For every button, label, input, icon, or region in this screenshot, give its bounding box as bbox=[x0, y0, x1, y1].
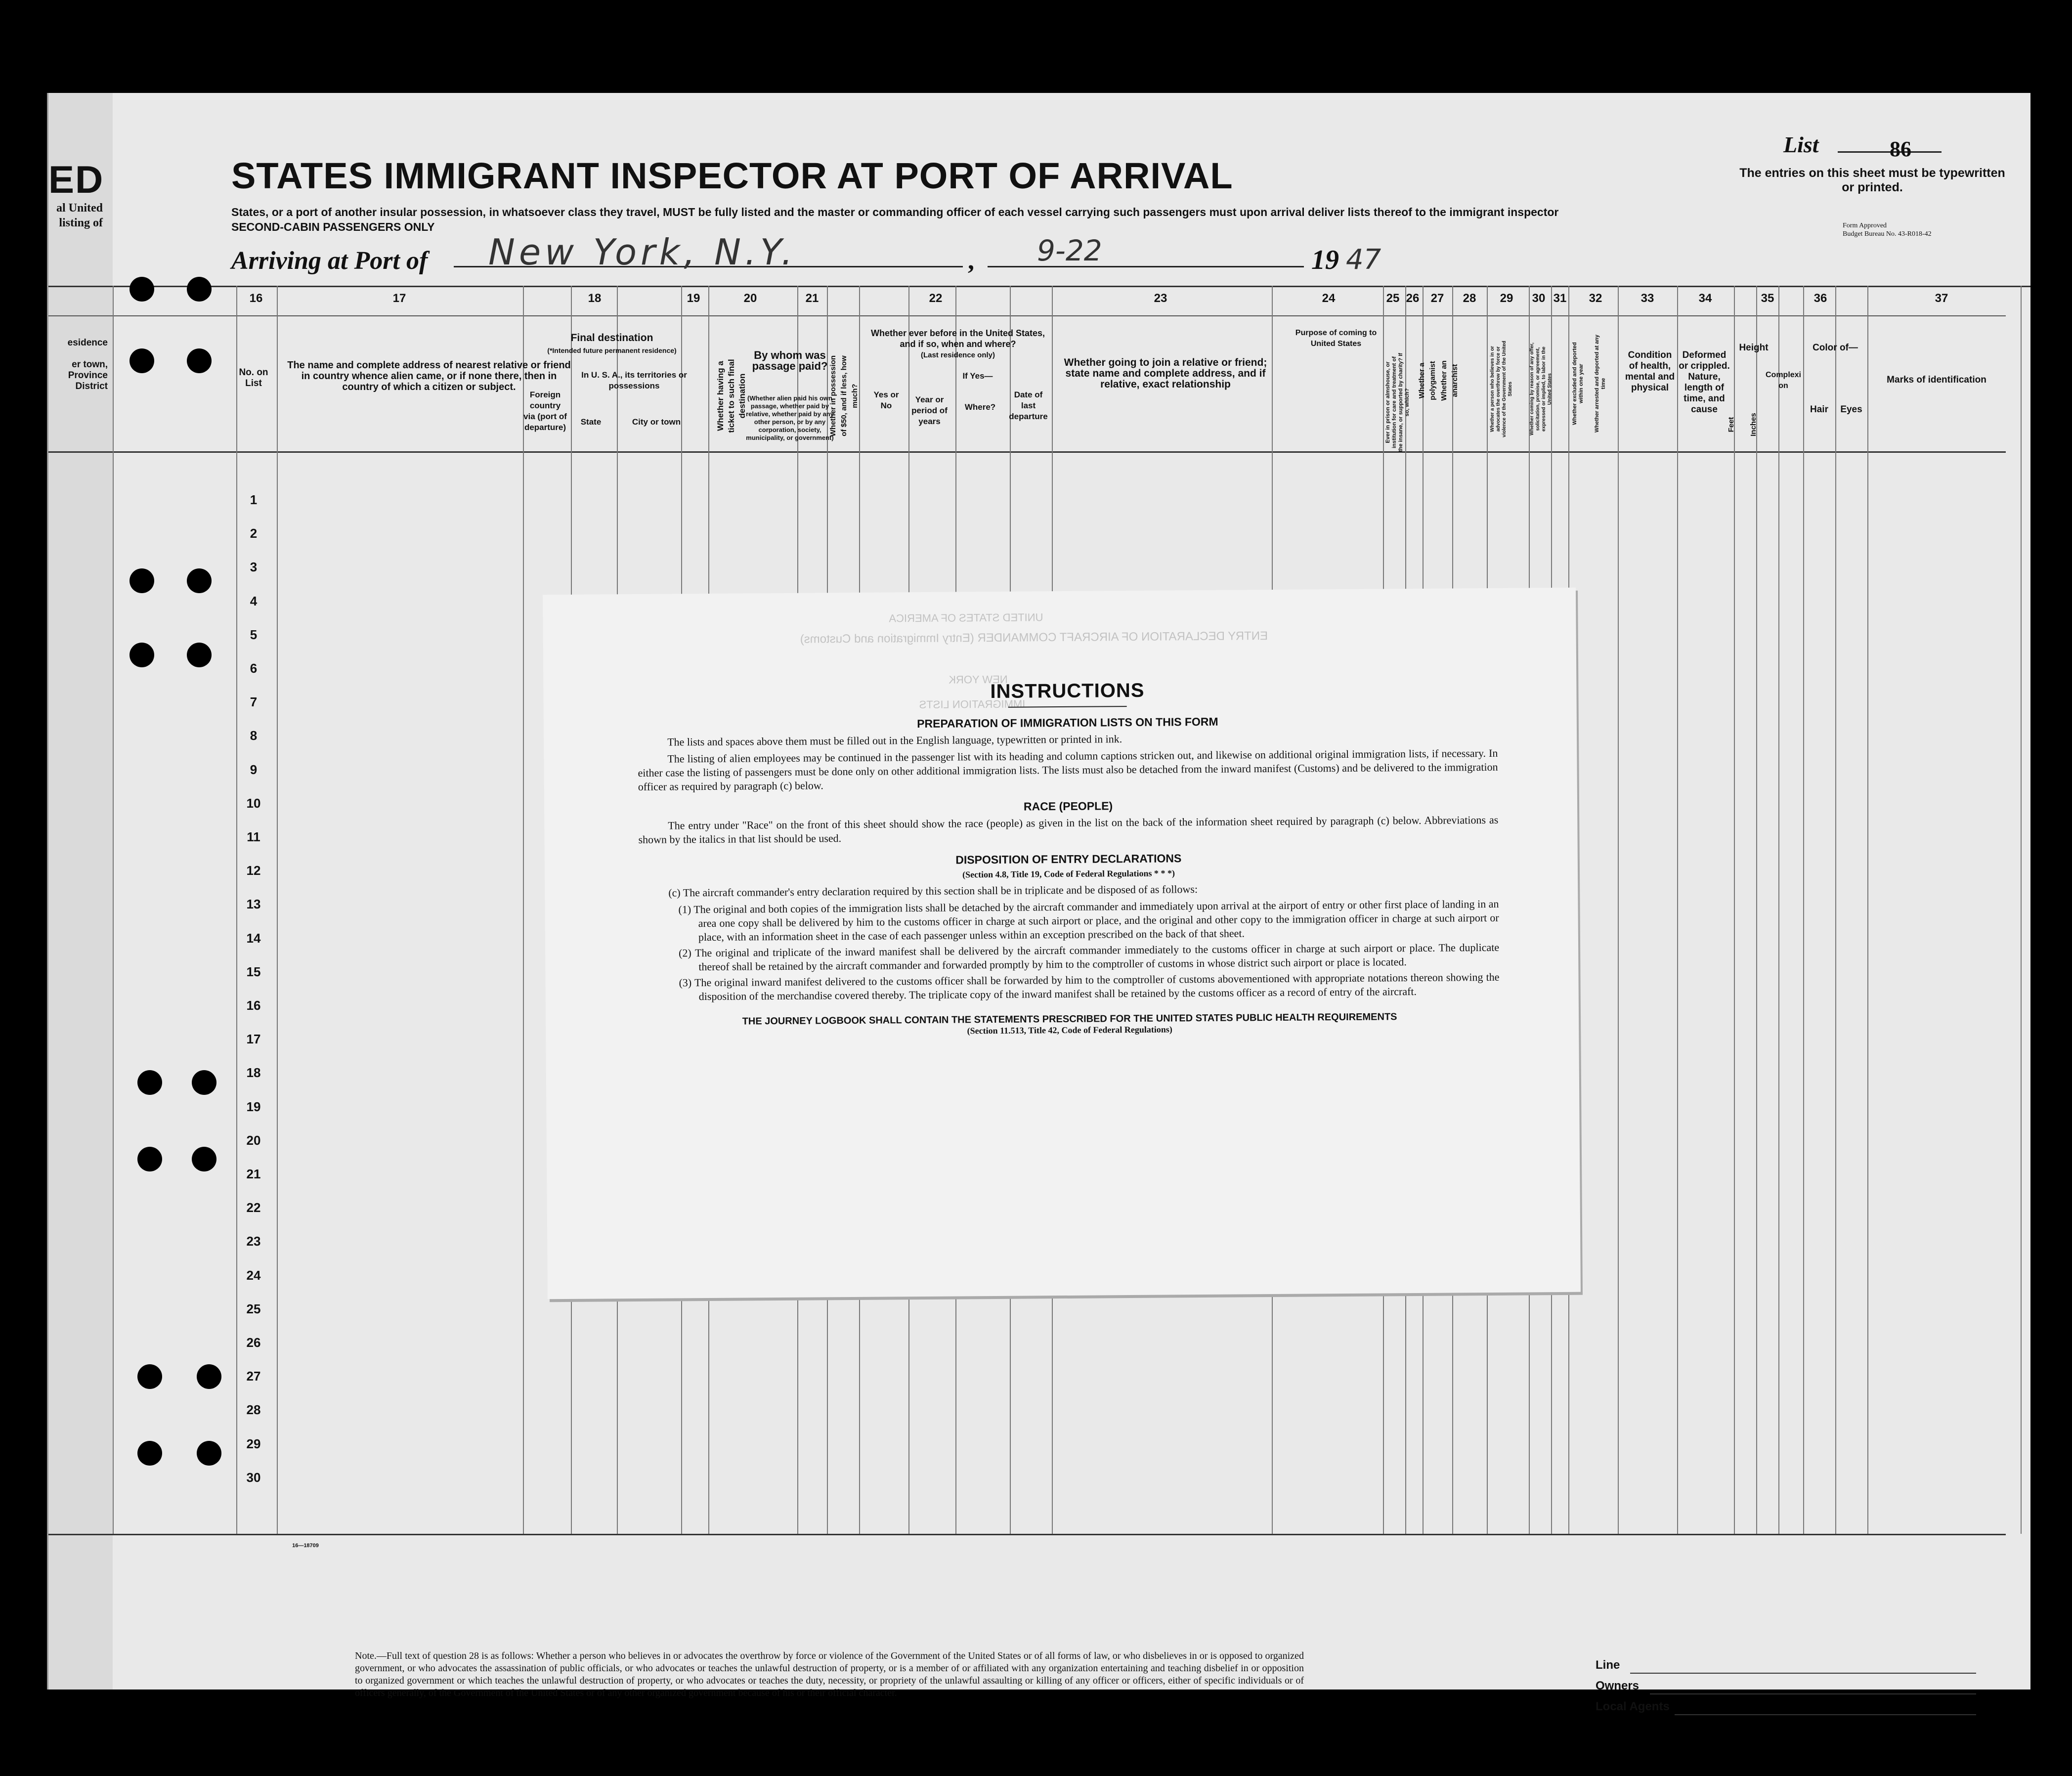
row-number: 30 bbox=[246, 1470, 261, 1485]
list-label: List bbox=[1783, 132, 1819, 157]
col36-eyes: Eyes bbox=[1840, 404, 1862, 415]
agents-rule bbox=[1675, 1714, 1976, 1715]
instructions-body bbox=[637, 677, 1500, 1042]
col22-sub: (Last residence only) bbox=[920, 351, 995, 359]
col25-header: Ever in prison or almshouse, or institution for care and treatment of the insane, or supported by charity? If so, which? bbox=[1385, 353, 1410, 452]
punch-hole bbox=[130, 568, 154, 593]
date-line bbox=[988, 266, 1304, 267]
grid-column-line bbox=[2021, 286, 2022, 1534]
column-number: 21 bbox=[805, 292, 819, 305]
column-number: 25 bbox=[1386, 292, 1400, 305]
line-rule bbox=[1630, 1673, 1976, 1674]
column-number: 23 bbox=[1154, 292, 1167, 305]
paragraph: (c) The aircraft commander's entry declaration required by this section shall be in triplicate and be disposed of as follows: bbox=[668, 883, 1198, 899]
section-heading: RACE (PEOPLE) bbox=[1023, 799, 1113, 813]
header-class-note: SECOND-CABIN PASSENGERS ONLY bbox=[231, 220, 435, 233]
col29-header: Whether coming by reason of any offer, solicitation, promise, or agreement, expressed or implied, to labor in the United States bbox=[1529, 343, 1553, 435]
column-number: 32 bbox=[1589, 292, 1602, 305]
list-item: (1) The original and both copies of the immigration lists shall be detached by the aircraft commander and immediately upon arrival at the airport of entry or other first place of landing in an area one copy shall be delivered by him to the customs officer in charge at such airport or place, and the original and other copy to the immigration officer in charge at such airport or place, with an information sheet in the case of each passenger unless within an exception prescribed on the back of that sheet. bbox=[678, 897, 1499, 944]
col18-state: State bbox=[580, 417, 602, 427]
col31-header: Whether arrested and deported at any time bbox=[1594, 334, 1606, 433]
section-heading: PREPARATION OF IMMIGRATION LISTS ON THIS FORM bbox=[917, 715, 1218, 731]
row-number: 1 bbox=[250, 492, 258, 507]
col16-header: No. on List bbox=[239, 367, 268, 389]
col22-period: Year or period of years bbox=[911, 395, 948, 426]
grid-column-line bbox=[1778, 286, 1779, 1534]
paragraph: The listing of alien employees may be continued in the passenger list with its heading and column captions stricken out, and likewise on additional original immigration lists, if necessary. In either case the listing of passengers must be done only on other additional immigration lists. The lists must also be detached from the inward manifest (Customs) and be delivered to the immigration officer as required by paragraph (c) below. bbox=[638, 746, 1498, 793]
punch-hole bbox=[130, 643, 154, 667]
form-approved: Form Approved Budget Bureau No. 43-R018-42 bbox=[1843, 222, 1932, 238]
col33-header: Deformed or crippled. Nature, length of time, and cause bbox=[1679, 350, 1730, 415]
agents-label: Local Agents bbox=[1596, 1700, 1670, 1713]
col18-foreign: Foreign country via (port of departure) bbox=[523, 390, 567, 432]
grid-column-line bbox=[236, 286, 237, 1534]
row-number: 15 bbox=[246, 964, 261, 979]
punch-hole bbox=[137, 1147, 162, 1171]
section-heading: DISPOSITION OF ENTRY DECLARATIONS bbox=[955, 852, 1182, 866]
column-number: 36 bbox=[1813, 292, 1827, 305]
row-number: 28 bbox=[246, 1402, 261, 1418]
paragraph: The lists and spaces above them must be filled out in the English language, typewritten or printed in ink. bbox=[667, 733, 1122, 748]
header-subtitle: States, or a port of another insular possession, in whatsoever class they travel, MUST be fully listed and the master or commanding officer of each vessel carrying such passengers must upon arrival deliver lists thereof to the immigrant inspector bbox=[231, 206, 1559, 218]
punch-hole bbox=[187, 568, 212, 593]
column-number: 34 bbox=[1698, 292, 1712, 305]
col24-header: Purpose of coming to United States bbox=[1295, 329, 1377, 348]
col28-header: Whether a person who believes in or advocates the overthrow by force or violence of the Government of the United States bbox=[1490, 341, 1513, 437]
instructions-insert bbox=[543, 588, 1581, 1300]
logbook-requirement: THE JOURNEY LOGBOOK SHALL CONTAIN THE STATEMENTS PRESCRIBED FOR THE UNITED STATES PUBLIC HEALTH REQUIREMENTS bbox=[742, 1011, 1397, 1027]
punch-hole bbox=[130, 277, 154, 302]
column-number: 29 bbox=[1500, 292, 1513, 305]
grid-colnum-line bbox=[48, 315, 2006, 316]
grid-column-line bbox=[1677, 286, 1678, 1534]
row-number: 22 bbox=[246, 1200, 261, 1215]
punch-hole bbox=[137, 1364, 162, 1389]
col34-header: Height bbox=[1739, 343, 1769, 353]
punch-hole bbox=[137, 1441, 162, 1466]
column-number: 31 bbox=[1553, 292, 1567, 305]
page-title: STATES IMMIGRANT INSPECTOR AT PORT OF ARRIVAL bbox=[231, 155, 1233, 196]
column-number: 28 bbox=[1463, 292, 1476, 305]
row-number: 5 bbox=[250, 627, 258, 642]
row-number: 21 bbox=[246, 1167, 261, 1181]
column-number: 37 bbox=[1935, 292, 1948, 305]
row-number: 17 bbox=[246, 1032, 261, 1047]
row-number: 13 bbox=[246, 897, 261, 912]
column-number: 35 bbox=[1761, 292, 1774, 305]
row-number: 6 bbox=[250, 661, 258, 676]
column-number: 16 bbox=[249, 292, 263, 305]
col18-header: Final destination bbox=[570, 332, 653, 344]
col17-header: The name and complete address of nearest relative or friend in country whence alien came, or if none there, then in country of which a citizen or subject. bbox=[287, 360, 571, 392]
col20-sub: (Whether alien paid his own passage, whether paid by relative, whether paid by any other person, or by any corporation, society, municipality, or government) bbox=[746, 394, 834, 441]
form-code: 16—18709 bbox=[292, 1543, 319, 1549]
header-left-notes: al United listing of bbox=[56, 202, 103, 229]
bleedthrough-text: NEW YORK bbox=[949, 673, 1008, 686]
col19-header: Whether having a ticket to such final destination bbox=[716, 359, 747, 433]
column-number: 30 bbox=[1532, 292, 1546, 305]
list-item: (3) The original inward manifest delivered to the customs officer shall be forwarded by him to the comptroller of customs abovementioned with appropriate notations thereon showing the disposition of the merchandise covered thereby. The triplicate copy of the inward manifest shall be retained by the customs officer as a record of entry of the aircraft. bbox=[679, 970, 1500, 1003]
torn-left-strip bbox=[48, 93, 113, 1689]
grid-column-line bbox=[1835, 286, 1836, 1534]
paragraph: The entry under "Race" on the front of this sheet should show the race (people) as given in the list on the back of the information sheet required by paragraph (c) below. Abbreviations as shown by the italics in that list should be used. bbox=[638, 813, 1499, 846]
column-number: 22 bbox=[929, 292, 943, 305]
row-number: 4 bbox=[250, 593, 258, 608]
col36-hair: Hair bbox=[1810, 404, 1828, 415]
date-handwritten: 9-22 bbox=[1037, 234, 1102, 267]
grid-header-bottom-line bbox=[48, 451, 2006, 453]
logbook-citation: (Section 11.513, Title 42, Code of Federal Regulations) bbox=[967, 1024, 1172, 1036]
col21-header: Whether in possession of $50, and if less, how much? bbox=[829, 355, 859, 437]
row-number: 2 bbox=[250, 526, 258, 541]
list-note: The entries on this sheet must be typewritten or printed. bbox=[1739, 166, 2005, 194]
arriving-label: Arriving at Port of bbox=[231, 247, 428, 275]
col18-usa: In U. S. A., its territories or possessions bbox=[581, 370, 687, 390]
punch-hole bbox=[187, 277, 212, 302]
col22-header: Whether ever before in the United States, and if so, when and where? bbox=[870, 328, 1045, 349]
row-number: 29 bbox=[246, 1436, 261, 1451]
col18-sub: (*Intended future permanent residence) bbox=[547, 347, 677, 354]
grid-bottom-line bbox=[48, 1534, 2006, 1535]
col37-header: Marks of identification bbox=[1887, 375, 1986, 385]
row-number: 7 bbox=[250, 694, 258, 710]
row-number: 26 bbox=[246, 1335, 261, 1350]
row-number: 10 bbox=[246, 795, 261, 811]
col32-header: Condition of health, mental and physical bbox=[1625, 350, 1675, 393]
row-number: 23 bbox=[246, 1234, 261, 1249]
col27-header: Whether an anarchist bbox=[1440, 360, 1459, 401]
col30-header: Whether excluded and deported within one year bbox=[1572, 342, 1584, 425]
grid-column-line bbox=[1618, 286, 1619, 1534]
column-number: 17 bbox=[392, 292, 406, 305]
section-citation: (Section 4.8, Title 19, Code of Federal Regulations * * *) bbox=[962, 868, 1175, 880]
col35-header: Complexion bbox=[1765, 371, 1801, 390]
row-number: 16 bbox=[246, 998, 261, 1013]
grid-top-line bbox=[48, 286, 2030, 287]
col22-date: Date of last departure bbox=[1009, 390, 1048, 421]
grid-column-line bbox=[1867, 286, 1868, 1534]
grid-column-line bbox=[113, 286, 114, 1534]
grid-column-line bbox=[523, 286, 524, 1534]
port-handwritten: New York, N.Y. bbox=[488, 231, 797, 273]
col23-header: Whether going to join a relative or friend; state name and complete address, and if relative, exact relationship bbox=[1064, 357, 1267, 390]
manifest-page bbox=[47, 93, 2030, 1713]
punch-hole bbox=[130, 348, 154, 373]
col36-header: Color of— bbox=[1813, 343, 1858, 353]
row-number: 20 bbox=[246, 1132, 261, 1148]
column-number: 19 bbox=[687, 292, 700, 305]
line-label: Line bbox=[1596, 1658, 1620, 1672]
footer-note: Note.—Full text of question 28 is as follows: Whether a person who believes in or advocates the overthrow by force or violence of the Government of the United States or of all forms of law, or who disbelieves in or is opposed to organized government, or who advocates the assassination of public officials, or who advocates or teaches the unlawful destruction of property, or is a member of or affiliated with any organization entertaining and teaching disbelief in or opposition to organized government or which teaches the unlawful destruction of property, or who advocates or teaches the duty, necessity, or propriety of the unlawful assaulting or killing of any officer or officers, either of specific individuals or of officers generally, of the Government of the United States or of any other organized government because of his or their official character. bbox=[355, 1650, 1304, 1698]
col18-city: City or town bbox=[632, 417, 681, 427]
punch-hole bbox=[192, 1070, 216, 1095]
row-number: 12 bbox=[246, 863, 261, 878]
row-number: 8 bbox=[250, 728, 258, 743]
title-rule bbox=[1008, 706, 1127, 708]
column-number: 20 bbox=[743, 292, 757, 305]
list-number: 86 bbox=[1890, 137, 1911, 161]
instructions-title: INSTRUCTIONS bbox=[990, 679, 1145, 702]
punch-hole bbox=[187, 643, 212, 667]
punch-hole bbox=[197, 1364, 221, 1389]
col26-header: Whether a polygamist bbox=[1418, 361, 1437, 400]
column-number: 33 bbox=[1640, 292, 1654, 305]
col22-where: Where? bbox=[964, 402, 996, 412]
punch-hole bbox=[187, 348, 212, 373]
row-number: 3 bbox=[250, 560, 258, 575]
row-number: 11 bbox=[247, 829, 260, 844]
grid-column-line bbox=[277, 286, 278, 1534]
owners-rule bbox=[1650, 1693, 1976, 1694]
col34-inches: Inches bbox=[1749, 413, 1758, 436]
grid-column-line bbox=[1756, 286, 1757, 1534]
grid-column-line bbox=[1734, 286, 1735, 1534]
row-number: 27 bbox=[246, 1369, 261, 1384]
col-residence-fragment: esidence er town, Province District bbox=[67, 338, 108, 391]
footer-labels bbox=[1596, 1655, 1670, 1717]
punch-hole bbox=[197, 1441, 221, 1466]
column-number: 27 bbox=[1430, 292, 1444, 305]
bleedthrough-text: UNITED STATES OF AMERICA bbox=[889, 611, 1043, 625]
column-number: 18 bbox=[588, 292, 602, 305]
year-field: 19 47 bbox=[1311, 244, 1381, 276]
row-number: 9 bbox=[250, 762, 258, 777]
column-number: 26 bbox=[1406, 292, 1420, 305]
row-number: 18 bbox=[246, 1065, 261, 1081]
col22-ifyes: If Yes— bbox=[962, 371, 993, 381]
row-number: 25 bbox=[246, 1301, 261, 1316]
column-number: 24 bbox=[1322, 292, 1336, 305]
grid-column-line bbox=[1803, 286, 1804, 1534]
punch-hole bbox=[192, 1147, 216, 1171]
header-left-fragment: ED bbox=[48, 158, 104, 201]
row-number: 14 bbox=[246, 930, 261, 946]
row-number: 24 bbox=[246, 1267, 261, 1283]
col22-yesno: Yes or No bbox=[873, 390, 899, 410]
owners-label: Owners bbox=[1596, 1679, 1640, 1692]
bleedthrough-text: IMMIGRATION LISTS bbox=[919, 697, 1026, 711]
list-item: (2) The original and triplicate of the inward manifest shall be delivered by the aircraft commander immediately to the customs officer in charge at such airport or place. The duplicate thereof shall be retained by the aircraft commander and forwarded promptly by him to the comptroller of customs in whose district such airport or place is located. bbox=[679, 941, 1500, 973]
punch-hole bbox=[137, 1070, 162, 1095]
comma-glyph: , bbox=[968, 247, 974, 275]
row-number: 19 bbox=[246, 1099, 261, 1114]
col20-header: By whom was passage paid? bbox=[752, 349, 828, 372]
col34-feet: Feet bbox=[1727, 417, 1735, 433]
bleedthrough-text: ENTRY DECLARATION OF AIRCRAFT COMMANDER (Entry Immigration and Customs) bbox=[800, 629, 1268, 646]
